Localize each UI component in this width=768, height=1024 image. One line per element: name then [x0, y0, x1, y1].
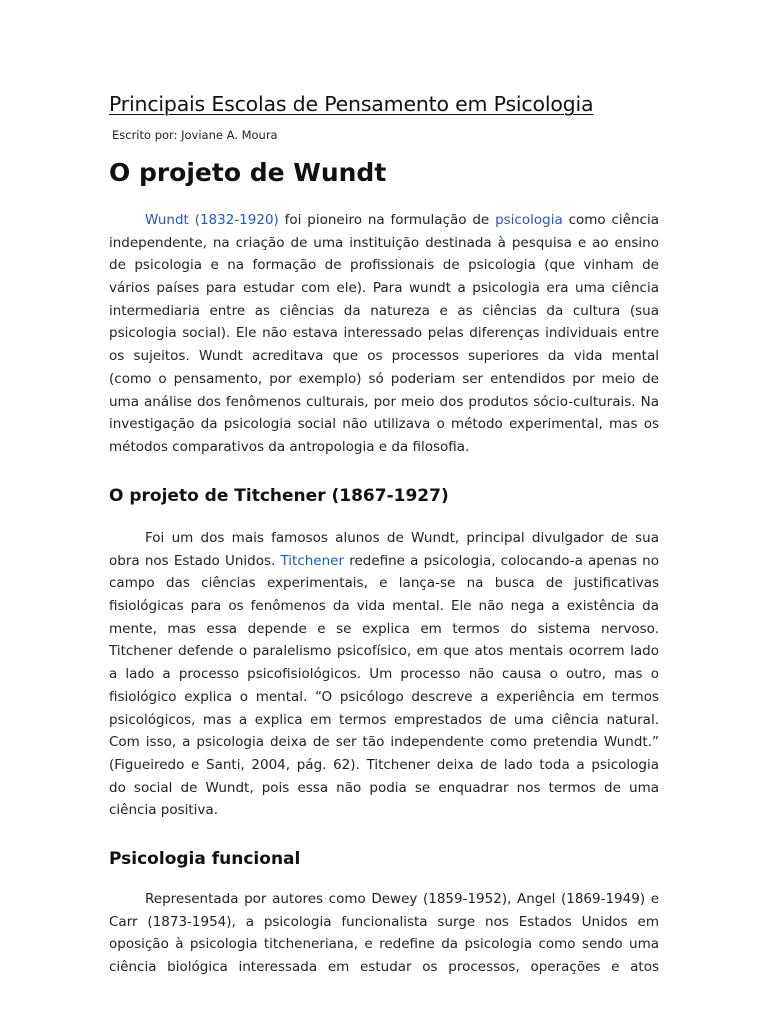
- paragraph-line: independente, na criação de uma instituição destinada à pesquisa e ao ensino: [109, 234, 659, 251]
- document-title: Principais Escolas de Pensamento em Psicologia: [109, 92, 594, 116]
- paragraph-line: do social de Wundt, pois essa não podia se enquadrar nos termos de uma: [109, 779, 659, 796]
- paragraph-line: os sujeitos. Wundt acreditava que os processos superiores da vida mental: [109, 348, 659, 365]
- paragraph-line: Wundt (1832-1920) foi pioneiro na formulação de psicologia como ciência: [145, 212, 659, 228]
- paragraph-line: investigação da psicologia social não utilizava o método experimental, mas os: [109, 416, 659, 433]
- paragraph-wundt: [109, 209, 659, 459]
- paragraph-line: a lado a processo psicofisiológicos. Um processo não causa o outro, mas o: [109, 666, 659, 683]
- section-heading-wundt: O projeto de Wundt: [109, 158, 387, 187]
- paragraph-line: intermediaria entre as ciências da natureza e as ciências da cultura (sua: [109, 302, 659, 319]
- paragraph-line: campo das ciências experimentais, e lança-se na busca de justificativas: [109, 575, 659, 592]
- paragraph-line: fisiológicas para os fenômenos da vida mental. Ele não nega a existência da: [109, 598, 659, 615]
- paragraph-line: Carr (1873-1954), a psicologia funcionalista surge nos Estados Unidos em: [109, 913, 659, 930]
- paragraph-line: psicologia social). Ele não estava interessado pelas diferenças individuais entre: [109, 325, 659, 342]
- wundt-link[interactable]: Wundt (1832-1920): [145, 212, 279, 228]
- paragraph-line: métodos comparativos da antropologia e da filosofia.: [109, 438, 470, 455]
- paragraph-line: psicológicos, mas a explica em termos emprestados de uma ciência natural.: [109, 711, 659, 728]
- paragraph-funcional: [109, 888, 659, 979]
- paragraph-line: mente, mas essa depende e se explica em termos do sistema nervoso.: [109, 620, 659, 637]
- paragraph-line: ciência positiva.: [109, 802, 218, 819]
- paragraph-line: (Figueiredo e Santi, 2004, pág. 62). Titchener deixa de lado toda a psicologia: [109, 756, 659, 773]
- paragraph-line: ciência biológica interessada em estudar os processos, operações e atos: [109, 959, 659, 976]
- paragraph-line: Foi um dos mais famosos alunos de Wundt, principal divulgador de sua: [145, 530, 659, 546]
- paragraph-titchener: [109, 527, 659, 822]
- author-byline: Escrito por: Joviane A. Moura: [112, 128, 278, 142]
- section-heading-funcional: Psicologia funcional: [109, 849, 301, 869]
- paragraph-line: Titchener defende o paralelismo psicofísico, em que atos mentais ocorrem lado: [109, 643, 659, 660]
- paragraph-line: vários países para estudar com ele). Para wundt a psicologia era uma ciência: [109, 280, 659, 297]
- paragraph-line: obra nos Estado Unidos. Titchener redefine a psicologia, colocando-a apenas no: [109, 552, 659, 569]
- paragraph-line: de psicologia e na formação de profissionais de psicologia (que vinham de: [109, 257, 659, 274]
- section-heading-titchener: O projeto de Titchener (1867-1927): [109, 486, 449, 506]
- paragraph-line: uma análise dos fenômenos culturais, por meio dos produtos sócio-culturais. Na: [109, 393, 659, 410]
- titchener-link[interactable]: Titchener: [280, 552, 345, 569]
- psicologia-link[interactable]: psicologia: [495, 212, 563, 228]
- paragraph-line: Com isso, a psicologia deixa de ser tão independente como pretendia Wundt.”: [109, 734, 659, 751]
- paragraph-line: oposição à psicologia titcheneriana, e redefine da psicologia como sendo uma: [109, 936, 659, 953]
- paragraph-line: fisiológico explica o mental. “O psicólogo descreve a experiência em termos: [109, 688, 659, 705]
- paragraph-line: (como o pensamento, por exemplo) só poderiam ser entendidos por meio de: [109, 370, 659, 387]
- paragraph-line: Representada por autores como Dewey (1859-1952), Angel (1869-1949) e: [145, 891, 659, 907]
